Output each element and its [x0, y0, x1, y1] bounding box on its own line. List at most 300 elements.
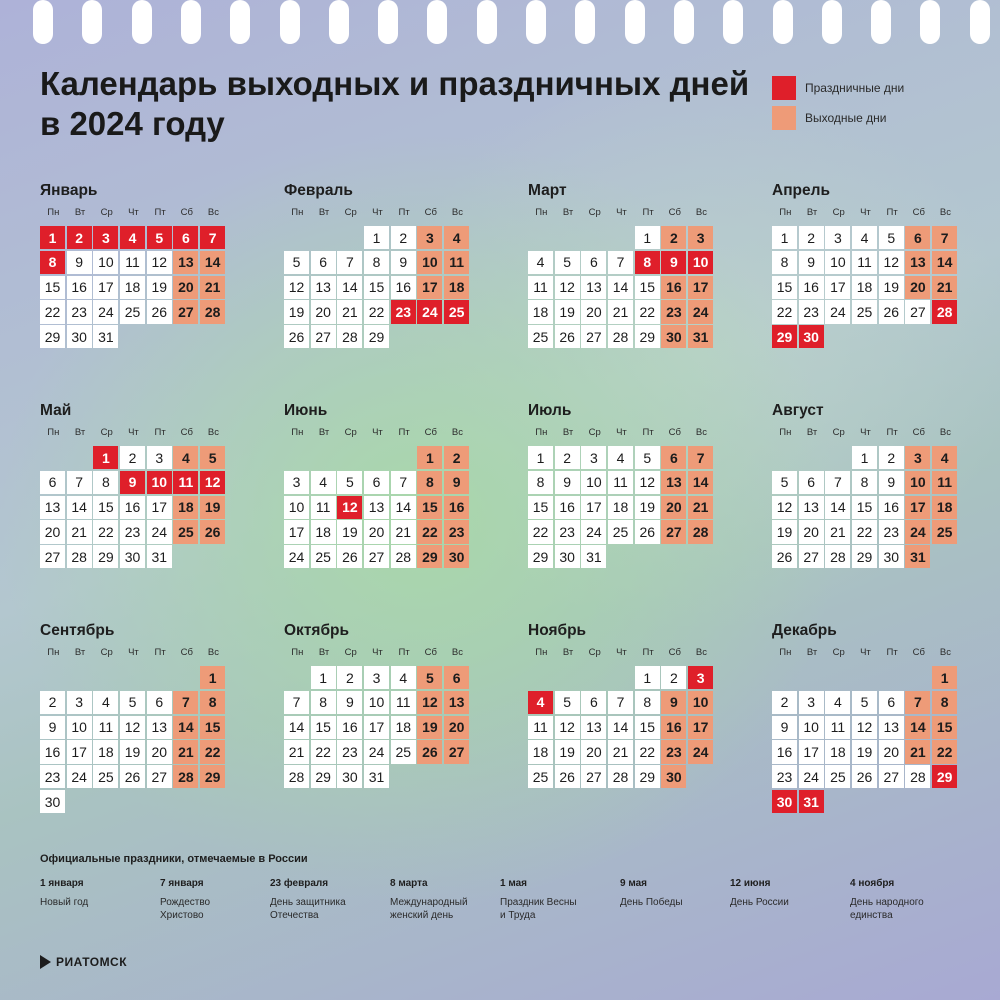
day-cell: 6 [581, 251, 606, 274]
day-cell: 23 [120, 520, 145, 543]
weekday-label: Пт [642, 647, 654, 658]
weekday-header [284, 645, 474, 663]
weekday-label: Пт [886, 427, 898, 438]
day-cell: 22 [40, 300, 65, 323]
day-cell: 14 [608, 716, 633, 739]
day-cell: 10 [825, 251, 850, 274]
days-grid [772, 446, 962, 568]
official-holiday-item [270, 877, 385, 922]
holiday-day-cell: 12 [200, 471, 225, 494]
day-cell: 21 [825, 520, 850, 543]
weekend-day-cell: 25 [932, 520, 957, 543]
weekend-day-cell: 19 [200, 496, 225, 519]
weekday-label: Чт [128, 427, 139, 438]
legend-item-weekend [772, 106, 904, 130]
day-cell: 10 [581, 471, 606, 494]
day-cell: 10 [799, 716, 824, 739]
weekend-day-cell: 23 [444, 520, 469, 543]
day-cell: 4 [311, 471, 336, 494]
holiday-day-cell: 25 [444, 300, 469, 323]
weekend-day-cell: 3 [905, 446, 930, 469]
day-cell: 2 [120, 446, 145, 469]
day-cell: 28 [391, 545, 416, 568]
weekend-day-cell: 20 [661, 496, 686, 519]
day-cell: 18 [608, 496, 633, 519]
binder-ring [526, 0, 546, 44]
empty-cell [799, 666, 824, 689]
weekday-header [40, 645, 230, 663]
day-cell: 30 [555, 545, 580, 568]
day-cell: 19 [337, 520, 362, 543]
weekend-day-cell: 16 [444, 496, 469, 519]
weekday-label: Пт [886, 647, 898, 658]
weekend-day-cell: 17 [688, 276, 713, 299]
day-cell: 1 [635, 226, 660, 249]
holiday-day-cell: 3 [93, 226, 118, 249]
weekday-label: Вт [318, 647, 330, 658]
empty-cell [67, 666, 92, 689]
month-block [40, 400, 230, 568]
day-cell: 20 [581, 300, 606, 323]
day-cell: 25 [528, 325, 553, 348]
weekday-label: Чт [616, 207, 627, 218]
weekday-label: Пн [535, 647, 548, 658]
weekday-label: Пт [398, 427, 410, 438]
day-cell: 3 [67, 691, 92, 714]
day-cell: 31 [147, 545, 172, 568]
holiday-name: День Победы [620, 897, 683, 908]
day-cell: 15 [311, 716, 336, 739]
day-cell: 17 [93, 276, 118, 299]
day-cell: 18 [311, 520, 336, 543]
month-name: Август [772, 402, 824, 419]
legend-label-holiday: Праздничные дни [805, 81, 905, 95]
holiday-name: День защитника Отечества [270, 897, 346, 921]
binder-ring [773, 0, 793, 44]
weekend-day-cell: 17 [688, 716, 713, 739]
day-cell: 19 [284, 300, 309, 323]
day-cell: 27 [879, 765, 904, 788]
day-cell: 2 [879, 446, 904, 469]
holiday-day-cell: 30 [799, 325, 824, 348]
weekday-label: Пн [47, 647, 60, 658]
holiday-day-cell: 1 [40, 226, 65, 249]
weekday-label: Вс [939, 207, 952, 218]
weekday-label: Вт [74, 647, 86, 658]
weekday-label: Сб [912, 647, 925, 658]
logo-icon [40, 955, 51, 969]
day-cell: 28 [825, 545, 850, 568]
month-block [40, 620, 230, 813]
days-grid [772, 226, 962, 348]
holiday-date: 7 января [160, 878, 204, 889]
day-cell: 15 [93, 496, 118, 519]
empty-cell [364, 446, 389, 469]
day-cell: 23 [40, 765, 65, 788]
weekend-day-cell: 18 [932, 496, 957, 519]
binder-ring [723, 0, 743, 44]
empty-cell [799, 446, 824, 469]
weekend-day-cell: 6 [444, 666, 469, 689]
day-cell: 10 [364, 691, 389, 714]
weekday-label: Вс [939, 647, 952, 658]
empty-cell [905, 666, 930, 689]
day-cell: 17 [581, 496, 606, 519]
weekday-label: Ср [344, 427, 357, 438]
day-cell: 13 [581, 716, 606, 739]
day-cell: 12 [852, 716, 877, 739]
day-cell: 29 [93, 545, 118, 568]
holiday-day-cell: 10 [688, 251, 713, 274]
day-cell: 25 [608, 520, 633, 543]
holiday-day-cell: 29 [772, 325, 797, 348]
day-cell: 26 [772, 545, 797, 568]
month-block [528, 400, 718, 568]
weekend-day-cell: 18 [444, 276, 469, 299]
day-cell: 7 [391, 471, 416, 494]
weekend-day-cell: 17 [417, 276, 442, 299]
weekday-header [772, 645, 962, 663]
weekday-label: Чт [128, 647, 139, 658]
weekday-label: Вт [562, 427, 574, 438]
day-cell: 27 [147, 765, 172, 788]
day-cell: 26 [635, 520, 660, 543]
empty-cell [772, 666, 797, 689]
day-cell: 6 [364, 471, 389, 494]
legend-label-weekend: Выходные дни [805, 111, 887, 125]
day-cell: 21 [284, 740, 309, 763]
day-cell: 24 [284, 545, 309, 568]
holiday-day-cell: 8 [40, 251, 65, 274]
weekday-label: Пн [535, 207, 548, 218]
empty-cell [173, 666, 198, 689]
day-cell: 4 [391, 666, 416, 689]
day-cell: 12 [147, 251, 172, 274]
weekend-day-cell: 27 [661, 520, 686, 543]
weekend-day-cell: 24 [688, 740, 713, 763]
weekend-day-cell: 27 [173, 300, 198, 323]
day-cell: 3 [284, 471, 309, 494]
day-cell: 6 [147, 691, 172, 714]
binder-ring [181, 0, 201, 44]
weekend-day-cell: 30 [444, 545, 469, 568]
weekend-day-cell: 14 [932, 251, 957, 274]
day-cell: 22 [635, 300, 660, 323]
weekend-day-cell: 6 [905, 226, 930, 249]
holiday-day-cell: 29 [932, 765, 957, 788]
weekday-label: Чт [128, 207, 139, 218]
weekday-label: Вс [207, 207, 220, 218]
day-cell: 12 [879, 251, 904, 274]
day-cell: 25 [391, 740, 416, 763]
holiday-date: 23 февраля [270, 878, 329, 889]
day-cell: 25 [93, 765, 118, 788]
day-cell: 10 [93, 251, 118, 274]
day-cell: 19 [120, 740, 145, 763]
day-cell: 31 [581, 545, 606, 568]
weekend-day-cell: 24 [905, 520, 930, 543]
day-cell: 1 [311, 666, 336, 689]
empty-cell [147, 666, 172, 689]
day-cell: 14 [825, 496, 850, 519]
days-grid [284, 446, 474, 568]
day-cell: 22 [364, 300, 389, 323]
weekend-day-cell: 9 [661, 691, 686, 714]
day-cell: 11 [528, 716, 553, 739]
day-cell: 18 [852, 276, 877, 299]
day-cell: 1 [364, 226, 389, 249]
binder-ring [427, 0, 447, 44]
day-cell: 23 [799, 300, 824, 323]
day-cell: 4 [852, 226, 877, 249]
empty-cell [528, 666, 553, 689]
weekday-label: Ср [344, 207, 357, 218]
day-cell: 7 [608, 691, 633, 714]
day-cell: 30 [120, 545, 145, 568]
month-block [40, 180, 230, 348]
empty-cell [608, 666, 633, 689]
holiday-name: День народного единства [850, 897, 924, 921]
day-cell: 28 [608, 765, 633, 788]
day-cell: 26 [337, 545, 362, 568]
weekday-label: Пн [47, 427, 60, 438]
day-cell: 12 [635, 471, 660, 494]
day-cell: 5 [635, 446, 660, 469]
day-cell: 19 [147, 276, 172, 299]
empty-cell [40, 446, 65, 469]
weekend-day-cell: 1 [200, 666, 225, 689]
weekday-label: Вс [695, 427, 708, 438]
holiday-date: 8 марта [390, 878, 428, 889]
day-cell: 3 [581, 446, 606, 469]
day-cell: 6 [799, 471, 824, 494]
weekend-day-cell: 14 [173, 716, 198, 739]
month-block [284, 400, 474, 568]
weekend-day-cell: 2 [661, 226, 686, 249]
day-cell: 13 [879, 716, 904, 739]
holiday-day-cell: 1 [93, 446, 118, 469]
empty-cell [825, 446, 850, 469]
day-cell: 5 [555, 691, 580, 714]
empty-cell [879, 666, 904, 689]
day-cell: 22 [852, 520, 877, 543]
weekday-label: Пн [779, 647, 792, 658]
weekend-day-cell: 4 [173, 446, 198, 469]
day-cell: 20 [311, 300, 336, 323]
day-cell: 7 [608, 251, 633, 274]
weekday-label: Вт [562, 647, 574, 658]
month-block [284, 620, 474, 788]
day-cell: 29 [852, 545, 877, 568]
weekend-day-cell: 11 [932, 471, 957, 494]
day-cell: 7 [825, 471, 850, 494]
month-name: Январь [40, 182, 98, 199]
empty-cell [852, 666, 877, 689]
day-cell: 5 [284, 251, 309, 274]
day-cell: 24 [93, 300, 118, 323]
weekend-day-cell: 31 [688, 325, 713, 348]
day-cell: 15 [772, 276, 797, 299]
day-cell: 26 [284, 325, 309, 348]
month-name: Сентябрь [40, 622, 115, 639]
weekend-day-cell: 21 [688, 496, 713, 519]
weekday-label: Сб [180, 647, 193, 658]
holiday-day-cell: 12 [337, 496, 362, 519]
weekday-header [284, 425, 474, 443]
weekend-day-cell: 14 [200, 251, 225, 274]
day-cell: 18 [391, 716, 416, 739]
empty-cell [67, 446, 92, 469]
weekday-label: Вс [207, 647, 220, 658]
day-cell: 15 [635, 716, 660, 739]
weekend-day-cell: 9 [444, 471, 469, 494]
day-cell: 6 [879, 691, 904, 714]
day-cell: 5 [852, 691, 877, 714]
day-cell: 14 [608, 276, 633, 299]
day-cell: 27 [799, 545, 824, 568]
logo-text: РИАТОМСК [56, 955, 128, 969]
official-holiday-item [620, 877, 735, 909]
weekday-label: Сб [668, 647, 681, 658]
days-grid [284, 226, 474, 348]
day-cell: 30 [337, 765, 362, 788]
days-grid [40, 226, 230, 348]
weekend-day-cell: 5 [200, 446, 225, 469]
day-cell: 11 [120, 251, 145, 274]
weekend-day-cell: 20 [444, 716, 469, 739]
day-cell: 5 [337, 471, 362, 494]
weekday-header [772, 205, 962, 223]
weekend-day-cell: 14 [688, 471, 713, 494]
weekend-day-cell: 27 [444, 740, 469, 763]
weekday-label: Чт [860, 647, 871, 658]
day-cell: 28 [608, 325, 633, 348]
official-holidays-title: Официальные праздники, отмечаемые в России [40, 853, 308, 865]
weekday-label: Пн [535, 427, 548, 438]
day-cell: 29 [528, 545, 553, 568]
weekday-label: Пн [779, 207, 792, 218]
day-cell: 8 [635, 691, 660, 714]
official-holiday-item [390, 877, 505, 922]
weekday-label: Сб [424, 207, 437, 218]
weekend-day-cell: 8 [417, 471, 442, 494]
day-cell: 22 [635, 740, 660, 763]
day-cell: 15 [40, 276, 65, 299]
weekday-label: Вт [562, 207, 574, 218]
day-cell: 26 [147, 300, 172, 323]
weekday-label: Ср [100, 207, 113, 218]
weekday-label: Чт [616, 647, 627, 658]
day-cell: 28 [284, 765, 309, 788]
weekend-day-cell: 7 [905, 691, 930, 714]
weekend-day-cell: 31 [905, 545, 930, 568]
day-cell: 1 [852, 446, 877, 469]
weekend-day-cell: 11 [444, 251, 469, 274]
day-cell: 11 [528, 276, 553, 299]
weekend-day-cell: 4 [932, 446, 957, 469]
day-cell: 6 [311, 251, 336, 274]
day-cell: 29 [311, 765, 336, 788]
days-grid [528, 226, 718, 348]
holiday-day-cell: 9 [120, 471, 145, 494]
day-cell: 9 [772, 716, 797, 739]
month-block [772, 400, 962, 568]
weekday-header [40, 425, 230, 443]
day-cell: 12 [284, 276, 309, 299]
weekday-header [40, 205, 230, 223]
weekday-label: Пн [291, 427, 304, 438]
weekday-label: Пт [154, 427, 166, 438]
day-cell: 27 [905, 300, 930, 323]
day-cell: 31 [93, 325, 118, 348]
empty-cell [528, 226, 553, 249]
day-cell: 11 [93, 716, 118, 739]
weekday-label: Пн [779, 427, 792, 438]
day-cell: 30 [40, 790, 65, 813]
month-name: Июль [528, 402, 572, 419]
day-cell: 2 [661, 666, 686, 689]
binder-ring [280, 0, 300, 44]
day-cell: 17 [147, 496, 172, 519]
binder-ring [329, 0, 349, 44]
weekday-label: Сб [180, 427, 193, 438]
weekday-label: Ср [588, 207, 601, 218]
holiday-day-cell: 10 [147, 471, 172, 494]
day-cell: 11 [608, 471, 633, 494]
day-cell: 8 [93, 471, 118, 494]
day-cell: 18 [528, 740, 553, 763]
day-cell: 14 [284, 716, 309, 739]
day-cell: 16 [67, 276, 92, 299]
empty-cell [337, 446, 362, 469]
days-grid [284, 666, 474, 788]
binder-ring [33, 0, 53, 44]
legend-item-holiday [772, 76, 904, 100]
weekday-label: Вт [318, 427, 330, 438]
weekend-day-cell: 28 [200, 300, 225, 323]
day-cell: 21 [608, 300, 633, 323]
day-cell: 26 [120, 765, 145, 788]
weekend-day-cell: 15 [200, 716, 225, 739]
day-cell: 9 [40, 716, 65, 739]
weekend-day-cell: 29 [200, 765, 225, 788]
weekend-day-cell: 21 [905, 740, 930, 763]
holiday-day-cell: 4 [528, 691, 553, 714]
weekend-day-cell: 26 [417, 740, 442, 763]
empty-cell [337, 226, 362, 249]
weekday-label: Сб [912, 427, 925, 438]
weekday-label: Пт [154, 647, 166, 658]
weekend-day-cell: 10 [417, 251, 442, 274]
binder-ring [970, 0, 990, 44]
day-cell: 2 [391, 226, 416, 249]
binder-ring [575, 0, 595, 44]
day-cell: 15 [364, 276, 389, 299]
weekend-day-cell: 28 [688, 520, 713, 543]
day-cell: 21 [608, 740, 633, 763]
holiday-day-cell: 30 [772, 790, 797, 813]
day-cell: 19 [635, 496, 660, 519]
day-cell: 20 [147, 740, 172, 763]
day-cell: 16 [337, 716, 362, 739]
holiday-day-cell: 9 [661, 251, 686, 274]
weekend-day-cell: 21 [173, 740, 198, 763]
day-cell: 9 [67, 251, 92, 274]
weekend-day-cell: 13 [905, 251, 930, 274]
day-cell: 4 [608, 446, 633, 469]
weekday-header [528, 425, 718, 443]
day-cell: 8 [528, 471, 553, 494]
